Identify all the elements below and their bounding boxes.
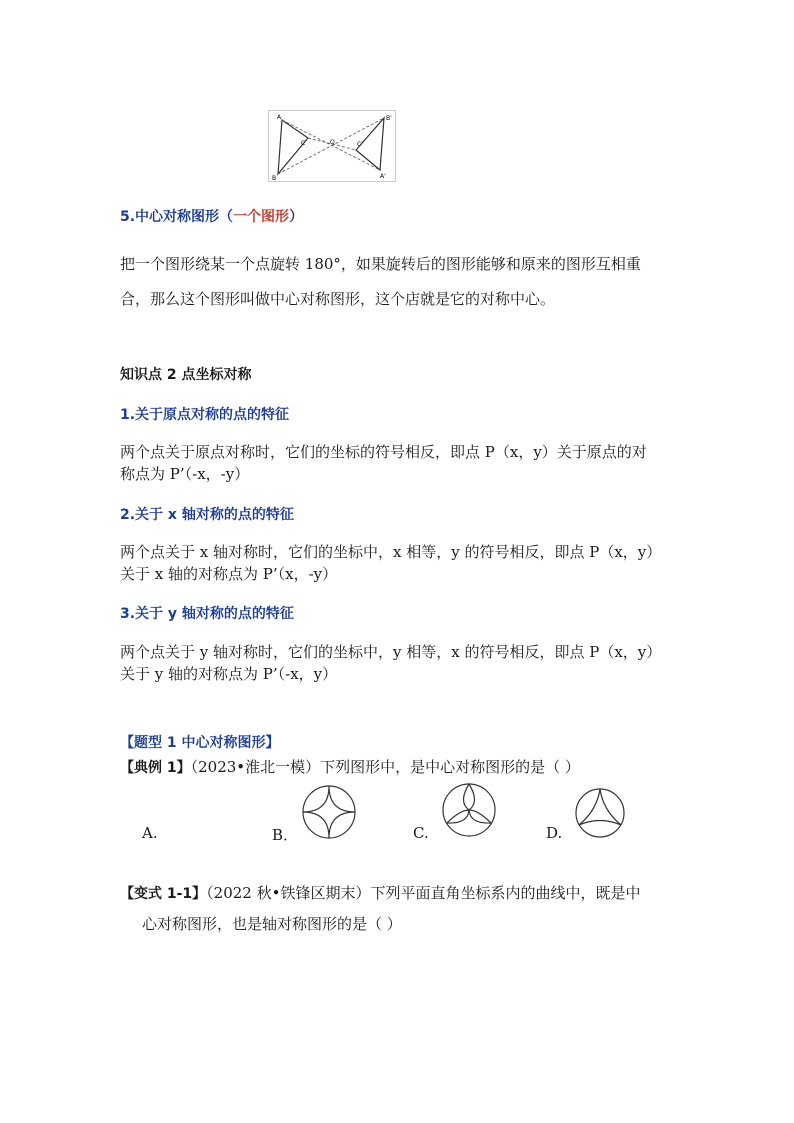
label-b: B <box>272 175 277 182</box>
variant1-line1 <box>120 882 640 905</box>
option-b-label: B． <box>272 826 299 844</box>
example1-text: （2023•淮北一模）下列图形中，是中心对称图形的是（ ） <box>190 758 580 776</box>
kp2-item2-heading: 2.关于 x 轴对称的点的特征 <box>120 507 294 523</box>
option-d-figure <box>573 786 627 840</box>
kp2-item1-line2: 称点为 P’（-x，-y） <box>120 465 250 483</box>
section5-para-line1: 把一个图形绕某一个点旋转 180°，如果旋转后的图形能够和原来的图形互相重 <box>120 255 641 273</box>
label-o: O <box>330 139 335 146</box>
kp2-item2-line2: 关于 x 轴的对称点为 P’（x，-y） <box>120 565 338 583</box>
label-a: A <box>277 114 282 121</box>
variant1-text-line1: （2022 秋•铁锋区期末）下列平面直角坐标系内的曲线中，既是中 <box>206 884 641 902</box>
kp2-item1-line1: 两个点关于原点对称时，它们的坐标的符号相反，即点 P（x，y）关于原点的对 <box>120 443 647 461</box>
kp2-title: 知识点 2 点坐标对称 <box>120 367 252 383</box>
example1-label: 【典例 1】 <box>120 760 191 776</box>
label-c1: C' <box>357 141 363 148</box>
label-b1: B' <box>386 115 392 122</box>
option-c-figure <box>440 782 498 838</box>
kp2-item3-line1: 两个点关于 y 轴对称时，它们的坐标中，y 相等，x 的符号相反，即点 P（x，y） <box>120 643 662 661</box>
type1-title: 【题型 1 中心对称图形】 <box>120 735 280 751</box>
label-c: C <box>301 140 306 147</box>
section5-para-line2: 合，那么这个图形叫做中心对称图形，这个店就是它的对称中心。 <box>120 290 556 308</box>
kp2-item1-heading: 1.关于原点对称的点的特征 <box>120 407 290 423</box>
section5-heading: 5.中心对称图形（一个图形） <box>120 209 304 225</box>
example1 <box>120 756 580 779</box>
variant1-line2: 心对称图形，也是轴对称图形的是（ ） <box>142 915 402 933</box>
label-a1: A' <box>380 173 386 180</box>
variant1-label: 【变式 1-1】 <box>120 886 207 902</box>
kp2-item3-line2: 关于 y 轴的对称点为 P’（-x，y） <box>120 665 338 683</box>
option-c-label: C. <box>413 824 429 842</box>
central-symmetry-figure <box>268 110 396 182</box>
option-b-figure <box>300 784 358 840</box>
option-d-label: D. <box>546 824 563 842</box>
kp2-item2-line1: 两个点关于 x 轴对称时，它们的坐标中，x 相等，y 的符号相反，即点 P（x，y） <box>120 543 662 561</box>
option-a-label: A. <box>142 824 158 842</box>
kp2-item3-heading: 3.关于 y 轴对称的点的特征 <box>120 606 294 622</box>
